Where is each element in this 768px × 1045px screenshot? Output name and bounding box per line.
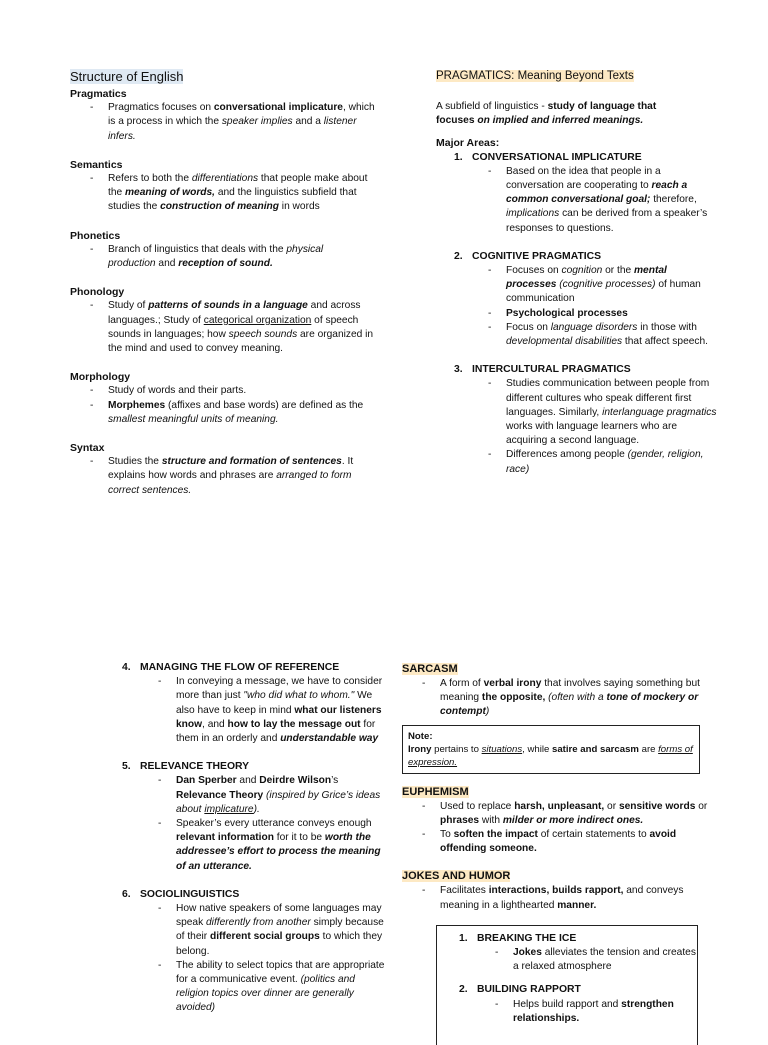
box-item-2-text: - Helps build rapport and strengthen relationships. — [495, 998, 703, 1026]
pragmatics-item: - Pragmatics focuses on conversational implicature, which is a process in which the speaker implies and a listener infers. — [90, 101, 378, 144]
phonology-item: - Study of patterns of sounds in a language and across languages.; Study of categorical organization of speech sounds in languages; how speech sounds are organized in the mind and used to convey meaning. — [90, 299, 378, 356]
top-right-column — [436, 68, 717, 477]
area-4-title: 4. MANAGING THE FLOW OF REFERENCE — [122, 662, 340, 673]
major-areas-label: Major Areas: — [436, 137, 500, 150]
semantics-heading: Semantics — [70, 158, 123, 171]
semantics-item: - Refers to both the differentiations that people make about the meaning of words, and the linguistics subfield that studies the construction of meaning in words — [90, 172, 378, 215]
note-text: Irony pertains to situations, while satire and sarcasm are forms of expression. — [408, 743, 693, 768]
pragmatics-intro: A subfield of linguistics - study of language that focuses on implied and inferred meanings. — [436, 101, 657, 127]
box-item-2-title: 2. BUILDING RAPPORT — [459, 984, 581, 996]
area-1-title: 1. CONVERSATIONAL IMPLICATURE — [454, 151, 642, 163]
morphology-item-2: - Morphemes (affixes and base words) are defined as the smallest meaningful units of meaning. — [90, 399, 378, 427]
jokes-item: - Facilitates interactions, builds rapport, and conveys meaning in a lighthearted manner. — [422, 884, 715, 912]
area-5-item-1: - Dan Sperber and Deirdre Wilson’s Relevance Theory (inspired by Grice’s ideas about implicature). — [158, 774, 386, 817]
bottom-left-column — [122, 661, 385, 1016]
phonetics-heading: Phonetics — [70, 229, 121, 242]
area-6-title: 6. SOCIOLINGUISTICS — [122, 888, 240, 900]
bottom-right-column — [402, 661, 708, 1045]
area-2-item-1: - Focuses on cognition or the mental processes (cognitive processes) of human communication — [488, 264, 716, 307]
area-2-item-2: - Psychological processes — [488, 307, 716, 321]
euphemism-item-2: - To soften the impact of certain statements to avoid offending someone. — [422, 828, 715, 856]
area-3-item-2: - Differences among people (gender, religion, race) — [488, 448, 720, 476]
note-label: Note: — [408, 730, 433, 742]
top-left-column — [70, 68, 375, 498]
syntax-heading: Syntax — [70, 442, 105, 455]
euphemism-title: EUPHEMISM — [402, 785, 469, 798]
box-item-1-text: - Jokes alleviates the tension and creates a relaxed atmosphere — [495, 946, 703, 974]
area-3-title: 3. INTERCULTURAL PRAGMATICS — [454, 364, 631, 376]
euphemism-item-1: - Used to replace harsh, unpleasant, or sensitive words or phrases with milder or more indirect ones. — [422, 800, 715, 828]
jokes-title: JOKES AND HUMOR — [402, 870, 511, 883]
sarcasm-item: - A form of verbal irony that involves saying something but meaning the opposite, (often with a tone of mockery or contempt) — [422, 677, 715, 720]
box-item-1-title: 1. BREAKING THE ICE — [459, 932, 577, 944]
document-title: Structure of English — [70, 69, 184, 84]
jokes-box — [436, 925, 698, 1045]
area-1-item: - Based on the idea that people in a conversation are cooperating to reach a common conversational goal; therefore, implications can be derived from a speaker’s responses to questions. — [488, 165, 716, 236]
area-6-item-2: - The ability to select topics that are appropriate for a communicative event. (politics and religion topics over dinner are generally avoided) — [158, 959, 386, 1016]
morphology-item-1: - Study of words and their parts. — [90, 384, 378, 398]
area-6-item-1: - How native speakers of some languages may speak differently from another simply because of their different social groups to which they belong. — [158, 902, 386, 959]
phonology-heading: Phonology — [70, 286, 125, 299]
note-box — [402, 725, 700, 774]
pragmatics-title: PRAGMATICS: Meaning Beyond Texts — [436, 70, 634, 82]
area-3-item-1: - Studies communication between people from different cultures who speak different first languages. Similarly, interlanguage pragmatics works with language learners who are acquiring a second language. — [488, 377, 720, 448]
area-5-item-2: - Speaker’s every utterance conveys enough relevant information for it to be worth the addressee’s effort to process the meaning of an utterance. — [158, 817, 386, 874]
phonetics-item: - Branch of linguistics that deals with the physical production and reception of sound. — [90, 243, 358, 271]
syntax-item: - Studies the structure and formation of sentences. It explains how words and phrases are arranged to form correct sentences. — [90, 455, 378, 498]
area-4-item: - In conveying a message, we have to consider more than just "who did what to whom." We also have to keep in mind what our listeners know, and how to lay the message out for them in an orderly and understandable way — [158, 675, 386, 746]
area-2-title: 2. COGNITIVE PRAGMATICS — [454, 250, 602, 262]
pragmatics-heading: Pragmatics — [70, 88, 127, 100]
morphology-heading: Morphology — [70, 371, 131, 384]
area-5-title: 5. RELEVANCE THEORY — [122, 761, 250, 773]
sarcasm-title: SARCASM — [402, 663, 458, 675]
area-2-item-3: - Focus on language disorders in those with developmental disabilities that affect speech. — [488, 321, 716, 349]
